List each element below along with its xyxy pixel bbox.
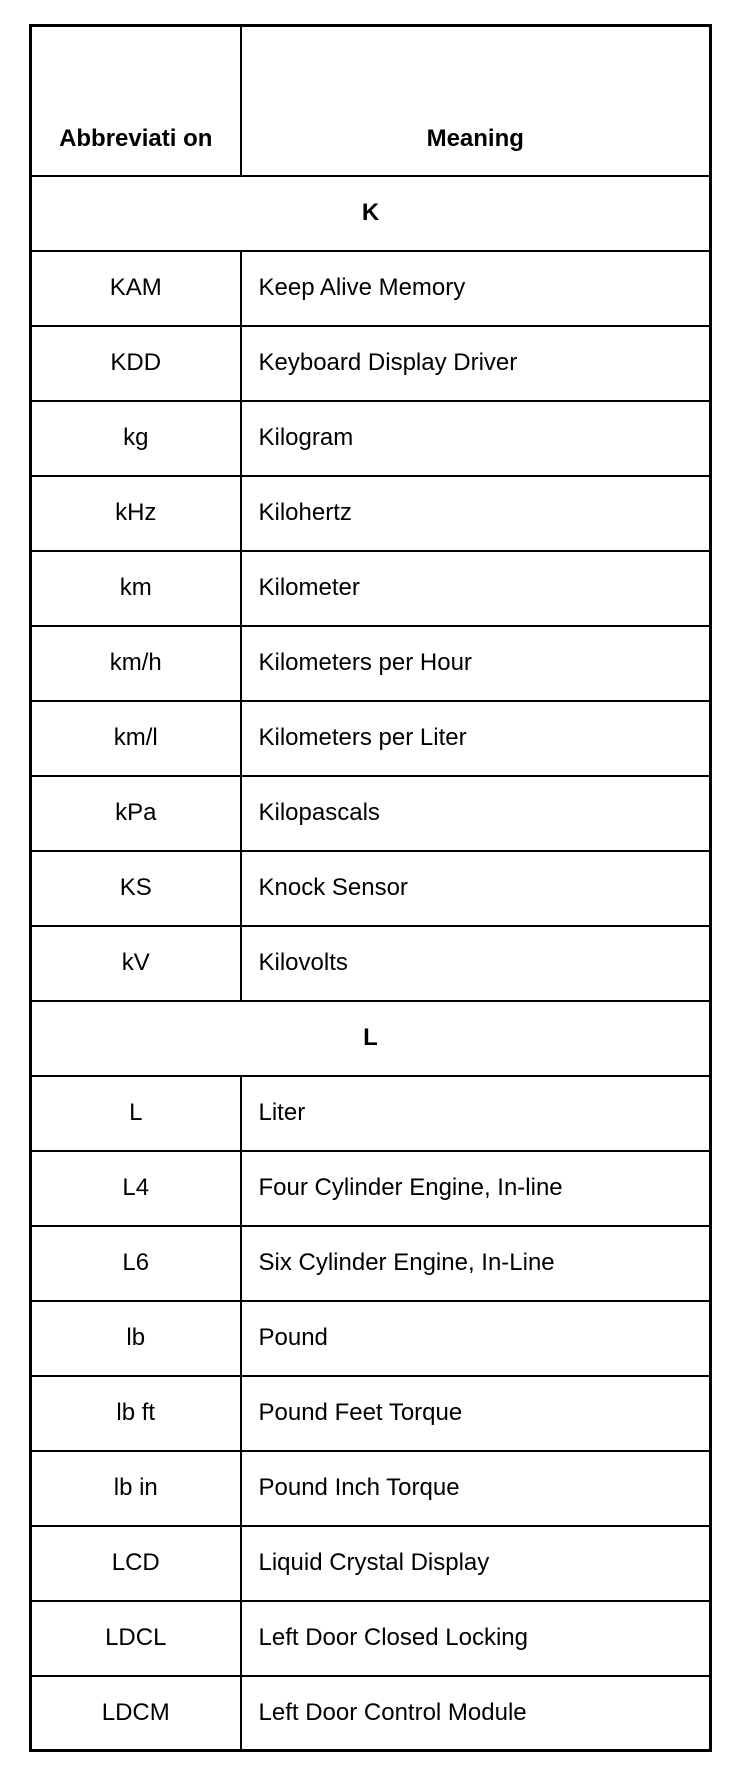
meaning-cell: Pound Inch Torque — [241, 1451, 711, 1526]
meaning-cell: Keyboard Display Driver — [241, 326, 711, 401]
section-letter: L — [31, 1001, 711, 1076]
meaning-cell: Kilopascals — [241, 776, 711, 851]
table-row — [31, 401, 711, 476]
abbreviation-cell: kV — [31, 926, 241, 1001]
table-row — [31, 776, 711, 851]
abbreviation-table — [29, 24, 712, 1752]
table-row — [31, 626, 711, 701]
abbreviation-cell: kg — [31, 401, 241, 476]
table-row — [31, 926, 711, 1001]
meaning-cell: Six Cylinder Engine, In-Line — [241, 1226, 711, 1301]
table-row — [31, 1301, 711, 1376]
meaning-cell: Kilometer — [241, 551, 711, 626]
table-row — [31, 476, 711, 551]
meaning-cell: Left Door Control Module — [241, 1676, 711, 1751]
table-row — [31, 1226, 711, 1301]
meaning-cell: Knock Sensor — [241, 851, 711, 926]
abbreviation-cell: L4 — [31, 1151, 241, 1226]
meaning-cell: Left Door Closed Locking — [241, 1601, 711, 1676]
table-row — [31, 551, 711, 626]
table-row — [31, 1676, 711, 1751]
section-row-l — [31, 1001, 711, 1076]
abbreviation-cell: LDCM — [31, 1676, 241, 1751]
table-row — [31, 1376, 711, 1451]
abbreviation-cell: KAM — [31, 251, 241, 326]
abbreviation-cell: LDCL — [31, 1601, 241, 1676]
meaning-cell: Kilometers per Hour — [241, 626, 711, 701]
meaning-cell: Pound — [241, 1301, 711, 1376]
meaning-cell: Liter — [241, 1076, 711, 1151]
header-abbreviation: Abbreviati on — [31, 26, 241, 176]
table-row — [31, 326, 711, 401]
abbreviation-cell: lb ft — [31, 1376, 241, 1451]
section-row-k — [31, 176, 711, 251]
abbreviation-cell: KDD — [31, 326, 241, 401]
table-header — [31, 26, 711, 176]
table-row — [31, 851, 711, 926]
meaning-cell: Pound Feet Torque — [241, 1376, 711, 1451]
abbreviation-cell: L — [31, 1076, 241, 1151]
abbreviation-cell: KS — [31, 851, 241, 926]
table-body — [31, 176, 711, 1751]
table-row — [31, 701, 711, 776]
meaning-cell: Keep Alive Memory — [241, 251, 711, 326]
meaning-cell: Kilohertz — [241, 476, 711, 551]
header-meaning: Meaning — [241, 26, 711, 176]
meaning-cell: Four Cylinder Engine, In-line — [241, 1151, 711, 1226]
table-row — [31, 1151, 711, 1226]
meaning-cell: Kilogram — [241, 401, 711, 476]
meaning-cell: Kilovolts — [241, 926, 711, 1001]
header-row — [31, 26, 711, 176]
abbreviation-cell: km — [31, 551, 241, 626]
table-row — [31, 1601, 711, 1676]
abbreviation-cell: kHz — [31, 476, 241, 551]
abbreviation-cell: LCD — [31, 1526, 241, 1601]
table-row — [31, 1076, 711, 1151]
abbreviation-cell: km/h — [31, 626, 241, 701]
abbreviation-cell: L6 — [31, 1226, 241, 1301]
abbreviation-cell: kPa — [31, 776, 241, 851]
meaning-cell: Liquid Crystal Display — [241, 1526, 711, 1601]
table-row — [31, 251, 711, 326]
abbreviation-cell: km/l — [31, 701, 241, 776]
meaning-cell: Kilometers per Liter — [241, 701, 711, 776]
section-letter: K — [31, 176, 711, 251]
abbreviation-cell: lb — [31, 1301, 241, 1376]
table-row — [31, 1451, 711, 1526]
abbreviation-cell: lb in — [31, 1451, 241, 1526]
table-row — [31, 1526, 711, 1601]
